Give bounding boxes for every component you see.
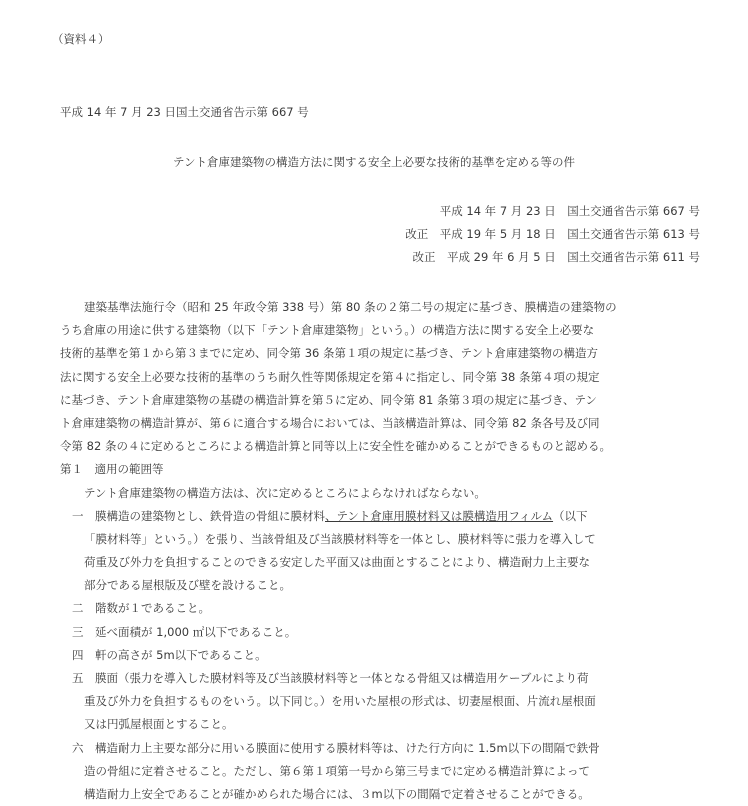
preamble-line: 技術的基準を第１から第３までに定め、同令第 36 条第１項の規定に基づき、テント倉庫建築物の構造方 bbox=[60, 346, 598, 361]
list-item: 三 延べ面積が 1,000 ㎡以下であること。 bbox=[72, 624, 297, 639]
history-line: 改正 平成 19 年 5 月 18 日 国土交通省告示第 613 号 bbox=[405, 227, 700, 241]
list-item-continuation: 造の骨組に定着させること。ただし、第６第１項第一号から第三号までに定める構造計算によって bbox=[84, 763, 590, 778]
list-item-continuation: 構造耐力上安全であることが確かめられた場合には、３m以下の間隔で定着させることができる。 bbox=[84, 786, 590, 801]
list-item-continuation: 部分である屋根版及び壁を設けること。 bbox=[84, 578, 291, 593]
list-item: 四 軒の高さが 5m以下であること。 bbox=[72, 647, 267, 662]
reference-label: （資料４） bbox=[52, 32, 110, 46]
list-item-continuation: 荷重及び外力を負担することのできる安定した平面又は曲面とすることにより、構造耐力上主要な bbox=[84, 555, 590, 570]
preamble-line: 建築基準法施行令（昭和 25 年政令第 338 号）第 80 条の２第二号の規定に基づき、膜構造の建築物の bbox=[84, 300, 617, 314]
history-line: 平成 14 年 7 月 23 日 国土交通省告示第 667 号 bbox=[439, 204, 700, 218]
preamble-line: に基づき、テント倉庫建築物の基礎の構造計算を第５に定め、同令第 81 条第３項の規定に基づき、テン bbox=[60, 392, 597, 407]
item-text: （以下 bbox=[553, 508, 588, 523]
body-text bbox=[60, 296, 706, 806]
list-item: 五 膜面（張力を導入した膜材料等及び当該膜材料等と一体となる骨組又は構造用ケーブルにより荷 bbox=[72, 671, 589, 685]
section-heading: 第１ 適用の範囲等 bbox=[60, 462, 164, 477]
document-title: テント倉庫建築物の構造方法に関する安全上必要な技術的基準を定める等の件 bbox=[173, 155, 575, 169]
preamble-line: 法に関する安全上必要な技術的基準のうち耐久性等関係規定を第４に指定し、同令第 38 条第４項の規定 bbox=[60, 369, 600, 384]
notice-header: 平成 14 年 7 月 23 日国土交通省告示第 667 号 bbox=[60, 105, 309, 119]
list-item-continuation: 重及び外力を負担するものをいう。以下同じ。）を用いた屋根の形式は、切妻屋根面、片流れ屋根面 bbox=[84, 694, 596, 709]
list-item-continuation: 又は円弧屋根面とすること。 bbox=[84, 717, 234, 732]
list-item bbox=[60, 505, 706, 528]
list-item-continuation: 「膜材料等」という。）を張り、当該骨組及び当該膜材料等を一体とし、膜材料等に張力を導入して bbox=[84, 531, 596, 546]
item-text: 一 膜構造の建築物とし、鉄骨造の骨組に膜材料 bbox=[72, 508, 325, 523]
list-item: 二 階数が１であること。 bbox=[72, 601, 210, 616]
preamble-line: うち倉庫の用途に供する建築物（以下「テント倉庫建築物」という。）の構造方法に関する安全上必要な bbox=[60, 323, 595, 338]
preamble-line: 令第 82 条の４に定めるところによる構造計算と同等以上に安全性を確かめることができるものと認める。 bbox=[60, 439, 611, 454]
preamble-line: ト倉庫建築物の構造計算が、第６に適合する場合においては、当該構造計算は、同令第 82 条各号及び同 bbox=[60, 415, 600, 430]
history-line: 改正 平成 29 年 6 月 5 日 国土交通省告示第 611 号 bbox=[412, 250, 700, 264]
section-intro: テント倉庫建築物の構造方法は、次に定めるところによらなければならない。 bbox=[84, 485, 486, 500]
underlined-text: 、テント倉庫用膜材料又は膜構造用フィルム bbox=[325, 508, 554, 523]
list-item: 六 構造耐力上主要な部分に用いる膜面に使用する膜材料等は、けた行方向に 1.5m以下の間隔で鉄骨 bbox=[72, 740, 600, 755]
